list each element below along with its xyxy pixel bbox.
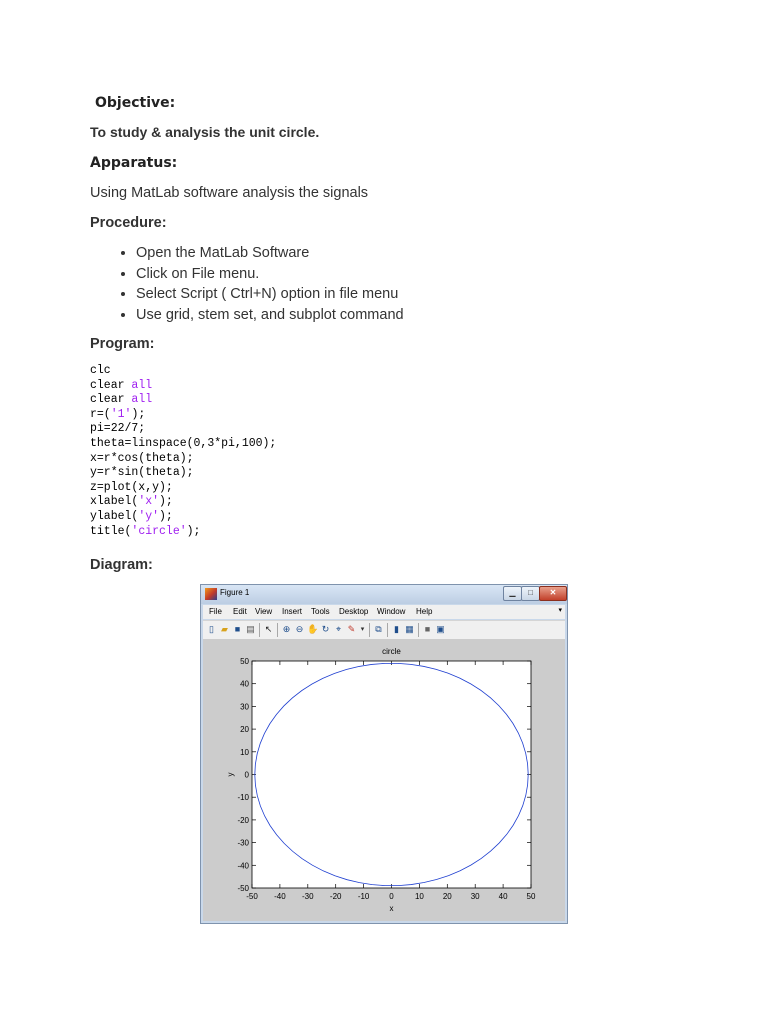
brush-dropdown-icon[interactable]: ▾ — [360, 626, 365, 633]
y-tick-label: -10 — [237, 793, 249, 803]
menu-help[interactable]: Help — [416, 607, 433, 616]
code-token: theta=linspace(0,3*pi,100); — [90, 436, 277, 450]
menu-insert[interactable]: Insert — [282, 607, 303, 616]
menu-file[interactable]: File — [209, 607, 222, 616]
brush-icon[interactable]: ✎ — [347, 624, 356, 634]
save-icon[interactable]: ■ — [234, 624, 241, 634]
pan-icon[interactable]: ✋ — [307, 624, 319, 634]
code-token: ); — [159, 509, 173, 523]
x-tick-label: 40 — [498, 892, 508, 901]
code-token: r=( — [90, 407, 111, 421]
show-plot-tools-icon[interactable]: ▣ — [436, 624, 445, 634]
legend-icon[interactable]: ▦ — [405, 624, 414, 634]
menu-desktop[interactable]: Desktop — [339, 607, 369, 616]
x-tick-label: 0 — [389, 892, 394, 901]
zoom-out-icon[interactable]: ⊖ — [295, 624, 304, 634]
code-string-token: 'y' — [138, 509, 160, 523]
code-token: ); — [159, 495, 173, 509]
procedure-item: • Open the MatLab Software — [136, 243, 404, 264]
y-tick-label: 50 — [240, 657, 249, 666]
y-tick-label: -30 — [237, 838, 249, 848]
menu-view[interactable]: View — [255, 607, 273, 616]
menu-tools[interactable]: Tools — [311, 607, 330, 616]
apparatus-text: Using MatLab software analysis the signals — [90, 185, 369, 201]
code-token: clc — [90, 364, 111, 377]
code-token: ylabel( — [90, 509, 139, 523]
x-tick-label: -30 — [302, 892, 314, 901]
y-tick-label: 0 — [244, 770, 249, 780]
y-tick-label: 20 — [240, 725, 249, 735]
code-string-token: all — [131, 378, 153, 392]
menu-overflow-icon[interactable]: ▾ — [558, 607, 562, 614]
code-string-token: '1' — [110, 407, 132, 421]
rotate-icon[interactable]: ↻ — [321, 624, 330, 634]
code-token: y=r*sin(theta); — [90, 466, 194, 480]
axes-box — [252, 661, 531, 888]
y-tick-label: 40 — [240, 679, 249, 689]
colorbar-icon[interactable]: ▮ — [394, 624, 399, 634]
x-axis-label: x — [389, 904, 394, 913]
maximize-icon[interactable]: □ — [521, 586, 540, 601]
program-heading: Program: — [90, 336, 155, 352]
hide-plot-tools-icon[interactable]: ■ — [424, 624, 431, 634]
close-icon[interactable]: ✕ — [539, 586, 567, 601]
x-tick-label: 30 — [470, 892, 480, 901]
y-tick-label: -40 — [237, 861, 249, 871]
x-tick-label: 20 — [442, 892, 452, 901]
code-token: ); — [131, 407, 146, 421]
y-axis-label: y — [226, 772, 235, 777]
y-tick-label: 30 — [240, 702, 249, 712]
menu-window[interactable]: Window — [377, 607, 406, 616]
code-token: x=r*cos(theta); — [90, 451, 194, 465]
code-token: title( — [90, 524, 132, 538]
procedure-item: • Use grid, stem set, and subplot command — [136, 305, 404, 326]
zoom-in-icon[interactable]: ⊕ — [282, 624, 291, 634]
y-tick-label: -50 — [237, 884, 249, 893]
procedure-item: • Select Script ( Ctrl+N) option in file menu — [136, 284, 404, 305]
code-token: clear — [90, 378, 132, 392]
code-token: xlabel( — [90, 495, 139, 509]
x-tick-label: -40 — [274, 892, 286, 901]
figure-title: Figure 1 — [220, 588, 250, 597]
minimize-icon[interactable]: ▁ — [503, 586, 522, 601]
y-tick-label: -20 — [237, 815, 249, 825]
x-tick-label: 10 — [414, 892, 424, 901]
chart-title: circle — [382, 647, 401, 656]
objective-text: To study & analysis the unit circle. — [90, 124, 320, 140]
code-string-token: 'x' — [138, 495, 160, 509]
link-icon[interactable]: ⧉ — [375, 624, 382, 634]
procedure-heading: Procedure: — [90, 215, 167, 231]
code-token: pi=22/7; — [90, 422, 146, 436]
code-string-token: 'circle' — [131, 524, 187, 538]
data-cursor-icon[interactable]: ⌖ — [335, 624, 342, 634]
menu-edit[interactable]: Edit — [233, 607, 247, 616]
code-token: ); — [186, 524, 201, 538]
pointer-icon[interactable]: ↖ — [264, 624, 273, 634]
x-tick-label: -10 — [357, 892, 370, 901]
open-folder-icon[interactable]: ▰ — [221, 624, 228, 634]
objective-heading: Objective: — [95, 95, 176, 111]
apparatus-heading: Apparatus: — [90, 155, 178, 171]
diagram-heading: Diagram: — [90, 557, 153, 573]
code-token: clear — [90, 393, 132, 407]
y-tick-label: 10 — [240, 747, 249, 757]
x-tick-label: 50 — [526, 892, 536, 901]
x-tick-label: -50 — [246, 892, 258, 901]
code-string-token: all — [131, 393, 153, 407]
x-tick-label: -20 — [329, 892, 342, 901]
new-file-icon[interactable]: ▯ — [209, 624, 214, 634]
code-token: z=plot(x,y); — [90, 480, 173, 494]
print-icon[interactable]: ▤ — [246, 624, 255, 634]
procedure-item: • Click on File menu. — [136, 264, 404, 285]
